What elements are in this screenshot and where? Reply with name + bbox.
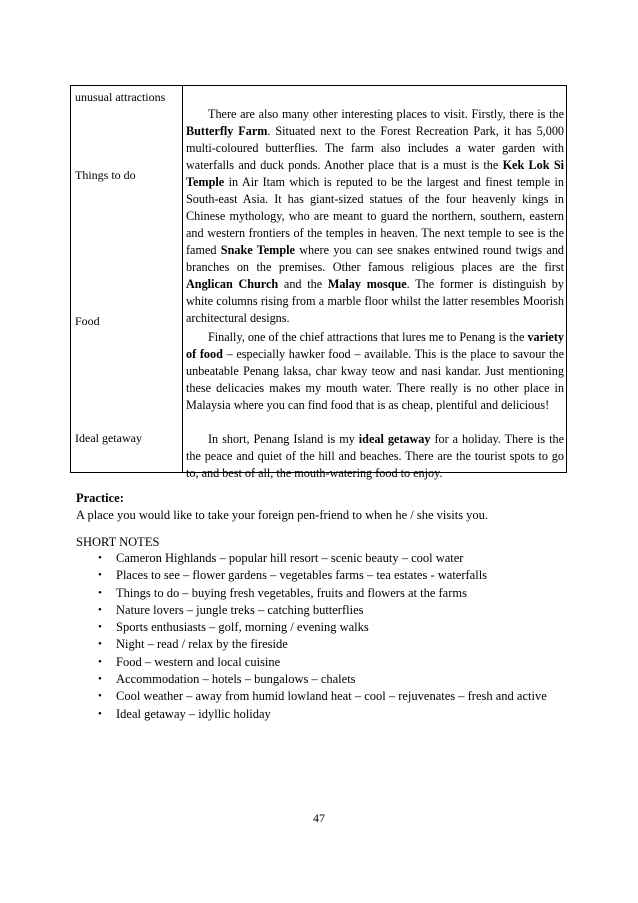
label-unusual-attractions: unusual attractions [75,90,166,104]
highlight-anglican-church: Anglican Church [186,277,279,291]
short-note-text: Ideal getaway – idyllic holiday [116,706,271,721]
short-note-item [76,602,547,619]
highlight-butterfly-farm: Butterfly Farm [186,124,268,138]
short-note-item [76,550,547,567]
short-note-item [76,585,547,602]
bullet-icon: • [98,603,102,616]
bullet-icon: • [98,655,102,668]
short-notes-heading: SHORT NOTES [76,535,160,549]
bullet-icon: • [98,552,102,564]
bullet-icon: • [98,621,102,634]
short-note-item [76,619,547,636]
short-note-item [76,636,547,653]
short-note-item [76,567,547,584]
practice-section [76,490,576,524]
highlight-variety-of-food: variety of food [186,330,564,361]
short-note-text: Nature lovers – jungle treks – catching butterflies [116,602,364,617]
column-divider [182,86,183,472]
highlight-snake-temple: Snake Temple [220,243,295,257]
paragraph-attractions: There are also many other interesting places to visit. Firstly, there is the Butterfly Farm. Situated next to the Forest Recreation Park, it has 5,000 multi-coloured butterflies. The farm also includes a water garden with waterfalls and duck ponds. Another place that is a must is the Kek Lok Si Temple in Air Itam which is reputed to be the largest and finest temple in South-east Asia. It has giant-sized statues of the four heavenly kings in Chinese mythology, who are meant to guard the northern, southern, eastern and western frontiers of the temples in heaven. The next temple to see is the famed Snake Temple where you can see snakes entwined round twigs and branches on the premises. Other famous religious places are the first Anglican Church and the Malay mosque. The former is distinguish by white columns rising from a marble floor whilst the latter resembles Moorish architectural designs. [186,107,565,325]
short-note-item [76,706,547,723]
highlight-malay-mosque: Malay mosque [327,277,407,291]
short-note-text: Places to see – flower gardens – vegetables farms – tea estates - waterfalls [116,568,488,583]
short-note-item [76,688,547,705]
bullet-icon: • [98,569,102,582]
label-things-to-do: Things to do [75,168,136,182]
page-number: 47 [313,811,325,825]
short-note-text: Accommodation – hotels – bungalows – chalets [116,672,356,687]
practice-prompt: A place you would like to take your foreign pen-friend to when he / she visits you. [76,508,489,522]
short-note-text: Cameron Highlands – popular hill resort – scenic beauty – cool water [116,551,464,565]
short-note-text: Cool weather – away from humid lowland heat – cool – rejuvenates – fresh and active [116,689,547,704]
bullet-icon: • [98,707,102,720]
short-note-text: Food – western and local cuisine [116,654,281,669]
short-note-item [76,654,547,671]
short-note-text: Sports enthusiasts – golf, morning / evening walks [116,620,369,635]
label-food: Food [75,314,100,328]
paragraph-ideal-getaway: In short, Penang Island is my ideal getaway for a holiday. There is the the peace and quiet of the hill and beaches. There are the tourist spots to go to, and best of all, the mouth-watering food to enjoy. [186,432,564,480]
bullet-icon: • [98,586,102,599]
highlight-ideal-getaway: ideal getaway [358,432,431,446]
short-note-text: Night – read / relax by the fireside [116,637,288,652]
short-notes-list [76,550,547,723]
bullet-icon: • [98,638,102,651]
practice-heading: Practice: [76,491,124,505]
label-ideal-getaway: Ideal getaway [75,431,142,445]
bullet-icon: • [98,690,102,703]
essay-table [70,85,567,480]
short-note-text: Things to do – buying fresh vegetables, fruits and flowers at the farms [116,585,467,600]
short-note-item [76,671,547,688]
paragraph-food: Finally, one of the chief attractions that lures me to Penang is the variety of food – especially hawker food – available. This is the place to savour the unbeatable Penang laksa, char kway teow and nasi kandar. Just mentioning these delicacies makes my mouth water. There really is no other place in Malaysia where you can find food that is as cheap, plentiful and delicious! [186,330,564,412]
bullet-icon: • [98,673,102,686]
highlight-kek-lok-si-temple: Kek Lok Si Temple [186,158,564,189]
